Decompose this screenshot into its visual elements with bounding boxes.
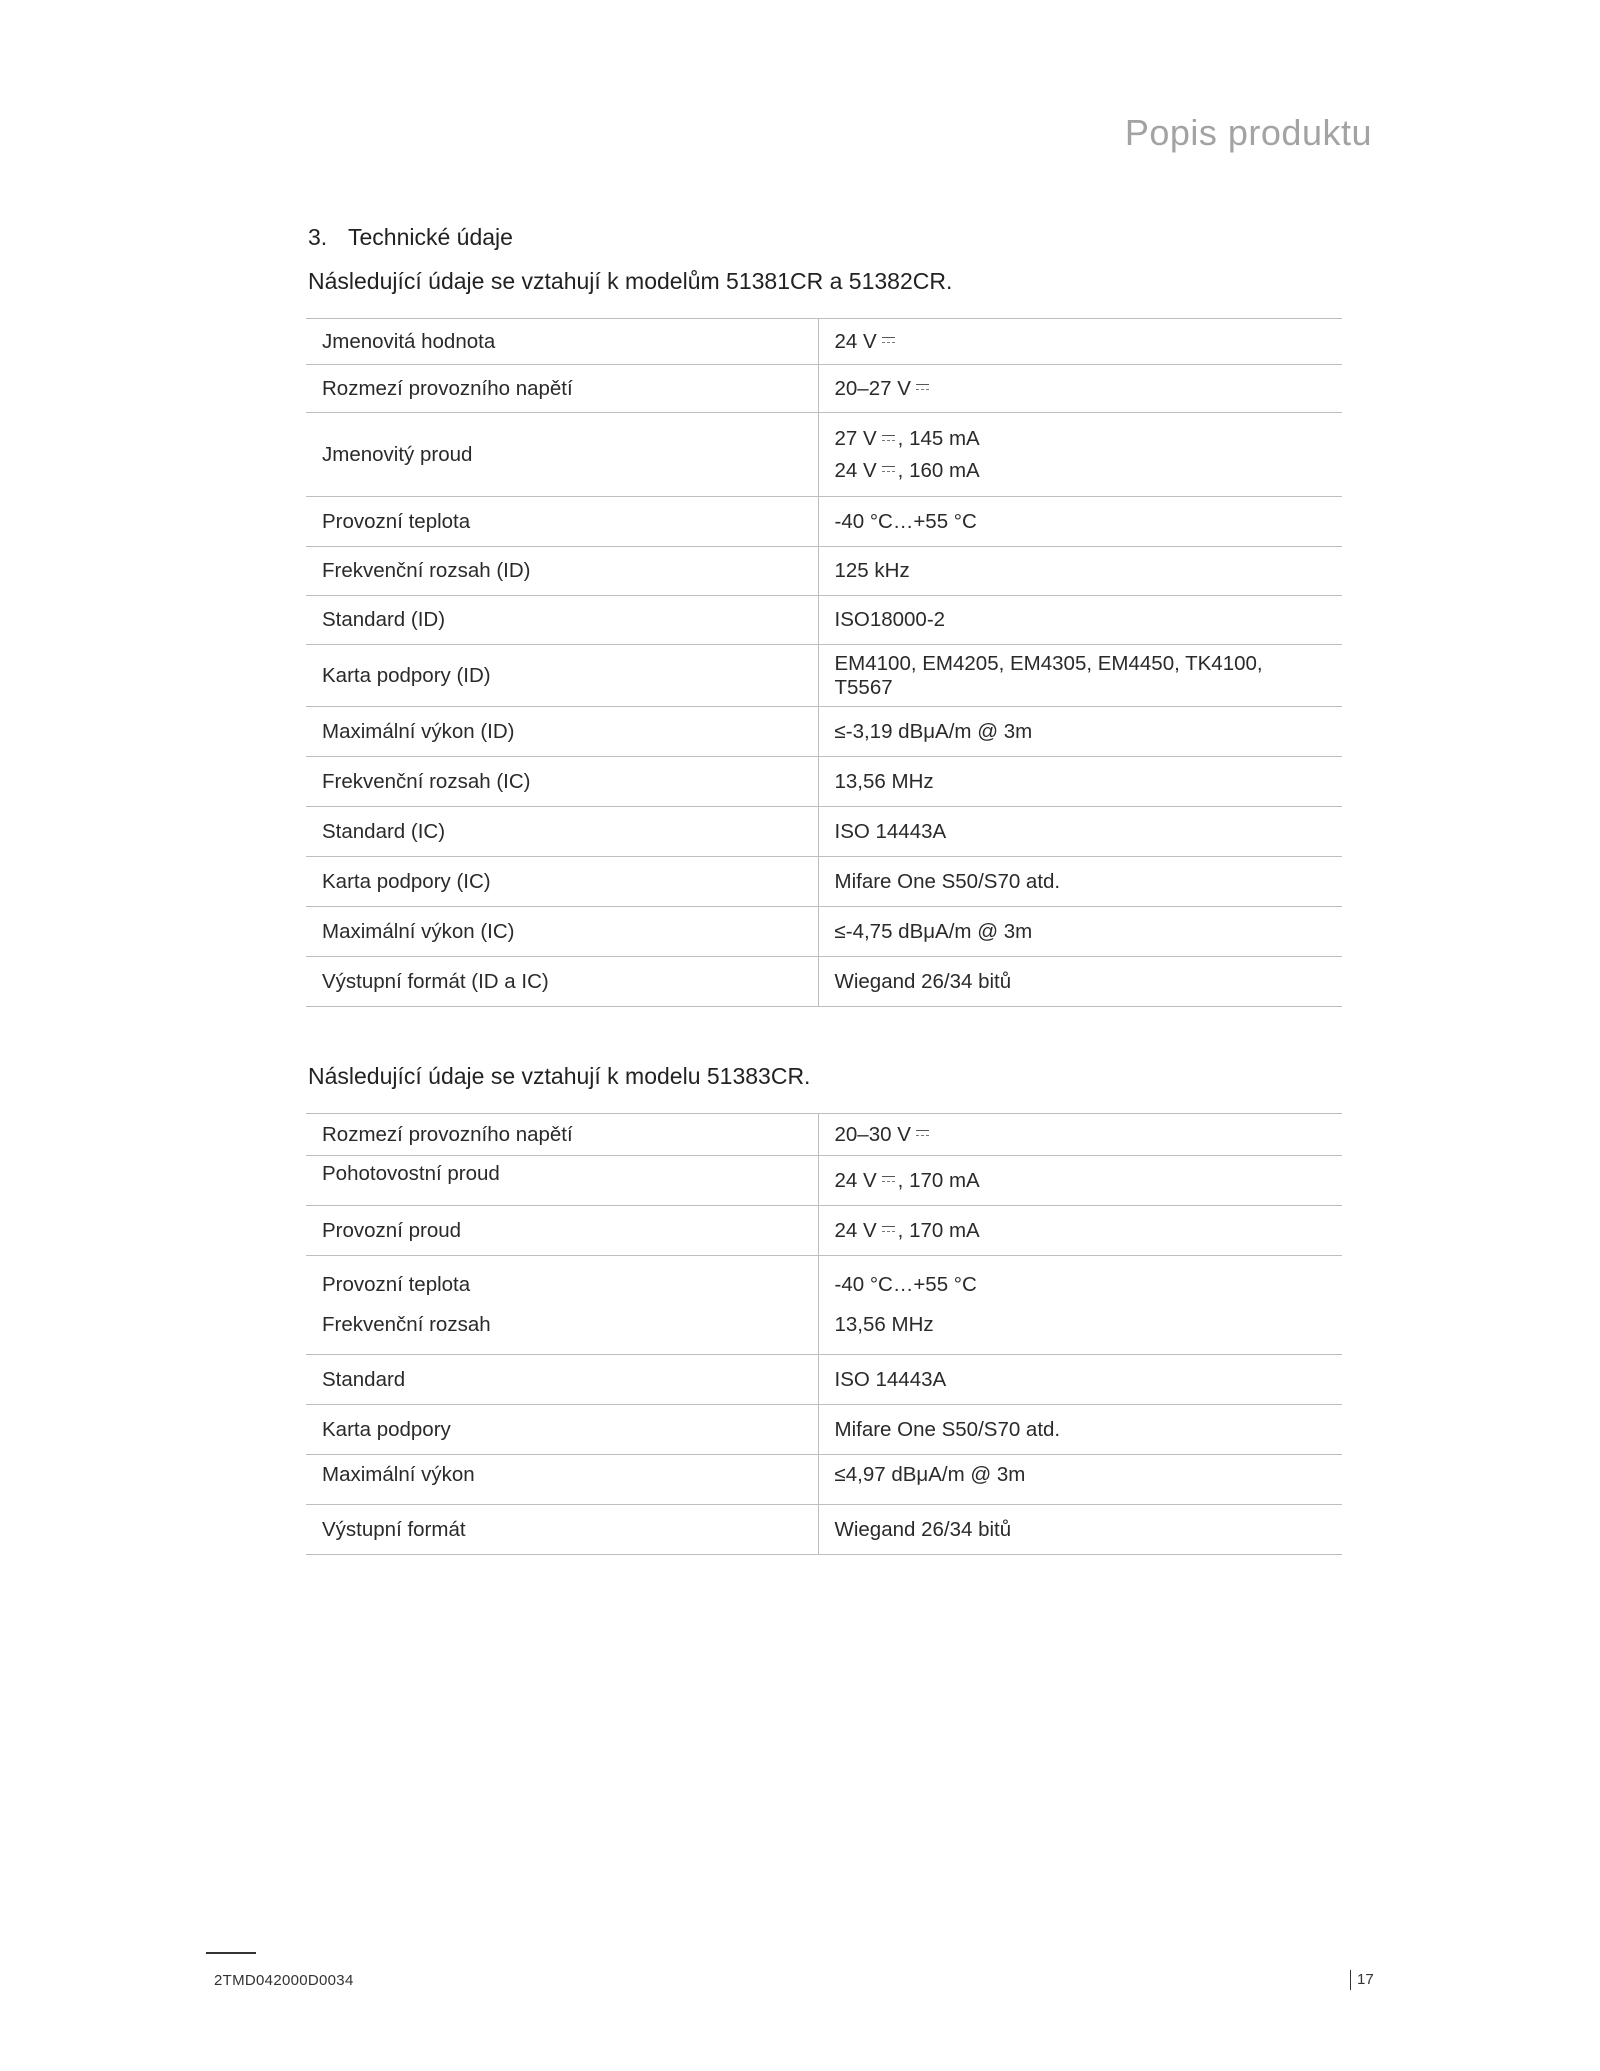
spec-label: Standard (ID) <box>322 608 446 632</box>
spec-label: Provozní teplota Frekvenční rozsah <box>322 1273 491 1336</box>
spec-label: Jmenovitý proud <box>322 442 473 466</box>
page-number: 17 <box>1350 1970 1374 1990</box>
spec-value: 27 V , 145 mA 24 V , 160 mA <box>818 413 1342 497</box>
dc-symbol-icon <box>882 466 895 472</box>
spec-label: Maximální výkon <box>322 1463 475 1486</box>
spec-label: Rozmezí provozního napětí <box>322 1122 573 1146</box>
spec-value: -40 °C…+55 °C 13,56 MHz <box>818 1256 1342 1355</box>
spec-value: ISO 14443A <box>818 1355 1342 1405</box>
dc-symbol-icon <box>882 1176 895 1182</box>
spec-value: Mifare One S50/S70 atd. <box>818 857 1342 907</box>
dc-symbol-icon <box>882 435 895 441</box>
table-row <box>306 757 1342 807</box>
spec-value: ≤-3,19 dBμA/m @ 3m <box>818 707 1342 757</box>
spec-value: Wiegand 26/34 bitů <box>818 1505 1342 1555</box>
spec-value: Wiegand 26/34 bitů <box>818 957 1342 1007</box>
dc-symbol-icon <box>882 1226 895 1232</box>
spec-label: Frekvenční rozsah (ID) <box>322 559 531 583</box>
spec-table-51381-51382 <box>306 318 1342 1007</box>
spec-value: ≤-4,75 dBμA/m @ 3m <box>818 907 1342 957</box>
spec-label: Frekvenční rozsah (IC) <box>322 769 531 793</box>
spec-value: 24 V , 170 mA <box>818 1206 1342 1256</box>
page-header-title: Popis produktu <box>1124 112 1372 153</box>
spec-value: ≤4,97 dBμA/m @ 3m <box>818 1455 1342 1505</box>
table-row <box>306 907 1342 957</box>
table-row <box>306 707 1342 757</box>
table2-intro: Následující údaje se vztahují k modelu 51383CR. <box>308 1063 811 1089</box>
spec-label: Pohotovostní proud <box>322 1162 500 1185</box>
spec-label: Provozní proud <box>322 1218 462 1242</box>
table-row <box>306 413 1342 497</box>
dc-symbol-icon <box>916 1130 929 1136</box>
dc-symbol-icon <box>882 337 895 343</box>
spec-value: Mifare One S50/S70 atd. <box>818 1405 1342 1455</box>
spec-value: 20–30 V <box>818 1114 1342 1156</box>
spec-value: 20–27 V <box>818 365 1342 413</box>
spec-label: Rozmezí provozního napětí <box>322 376 573 400</box>
spec-value: 125 kHz <box>818 547 1342 596</box>
spec-label: Výstupní formát <box>322 1517 466 1541</box>
table-row <box>306 319 1342 365</box>
table-row <box>306 807 1342 857</box>
spec-label: Výstupní formát (ID a IC) <box>322 969 549 993</box>
spec-value: -40 °C…+55 °C <box>818 497 1342 547</box>
spec-label: Maximální výkon (IC) <box>322 919 515 943</box>
table-row <box>306 1455 1342 1505</box>
table-row <box>306 1405 1342 1455</box>
table-row <box>306 547 1342 596</box>
spec-value: EM4100, EM4205, EM4305, EM4450, TK4100, T5567 <box>818 645 1342 707</box>
spec-label: Karta podpory (IC) <box>322 869 491 893</box>
table1-intro: Následující údaje se vztahují k modelům 51381CR a 51382CR. <box>308 268 953 294</box>
section-number: 3. <box>308 224 328 250</box>
table-row <box>306 857 1342 907</box>
table-row <box>306 645 1342 707</box>
section-heading <box>308 224 513 251</box>
spec-table-51383 <box>306 1113 1342 1555</box>
spec-label: Karta podpory <box>322 1417 451 1441</box>
table-row <box>306 1505 1342 1555</box>
spec-value: 13,56 MHz <box>818 757 1342 807</box>
section-title: Technické údaje <box>348 224 513 250</box>
table-row <box>306 596 1342 645</box>
table-row <box>306 1114 1342 1156</box>
table-row <box>306 1206 1342 1256</box>
spec-value: 24 V <box>818 319 1342 365</box>
table-row <box>306 365 1342 413</box>
table-row <box>306 957 1342 1007</box>
spec-value: ISO18000-2 <box>818 596 1342 645</box>
spec-label: Standard <box>322 1367 406 1391</box>
spec-label: Standard (IC) <box>322 819 446 843</box>
spec-label: Karta podpory (ID) <box>322 663 491 687</box>
footer-rule <box>206 1952 256 1954</box>
table-row <box>306 497 1342 547</box>
table-row <box>306 1355 1342 1405</box>
spec-label: Provozní teplota <box>322 509 471 533</box>
spec-value: 24 V , 170 mA <box>818 1156 1342 1206</box>
spec-label: Jmenovitá hodnota <box>322 329 496 353</box>
document-id: 2TMD042000D0034 <box>214 1972 354 1989</box>
table-row <box>306 1156 1342 1206</box>
dc-symbol-icon <box>916 384 929 390</box>
spec-label: Maximální výkon (ID) <box>322 719 515 743</box>
spec-value: ISO 14443A <box>818 807 1342 857</box>
table-row <box>306 1256 1342 1355</box>
